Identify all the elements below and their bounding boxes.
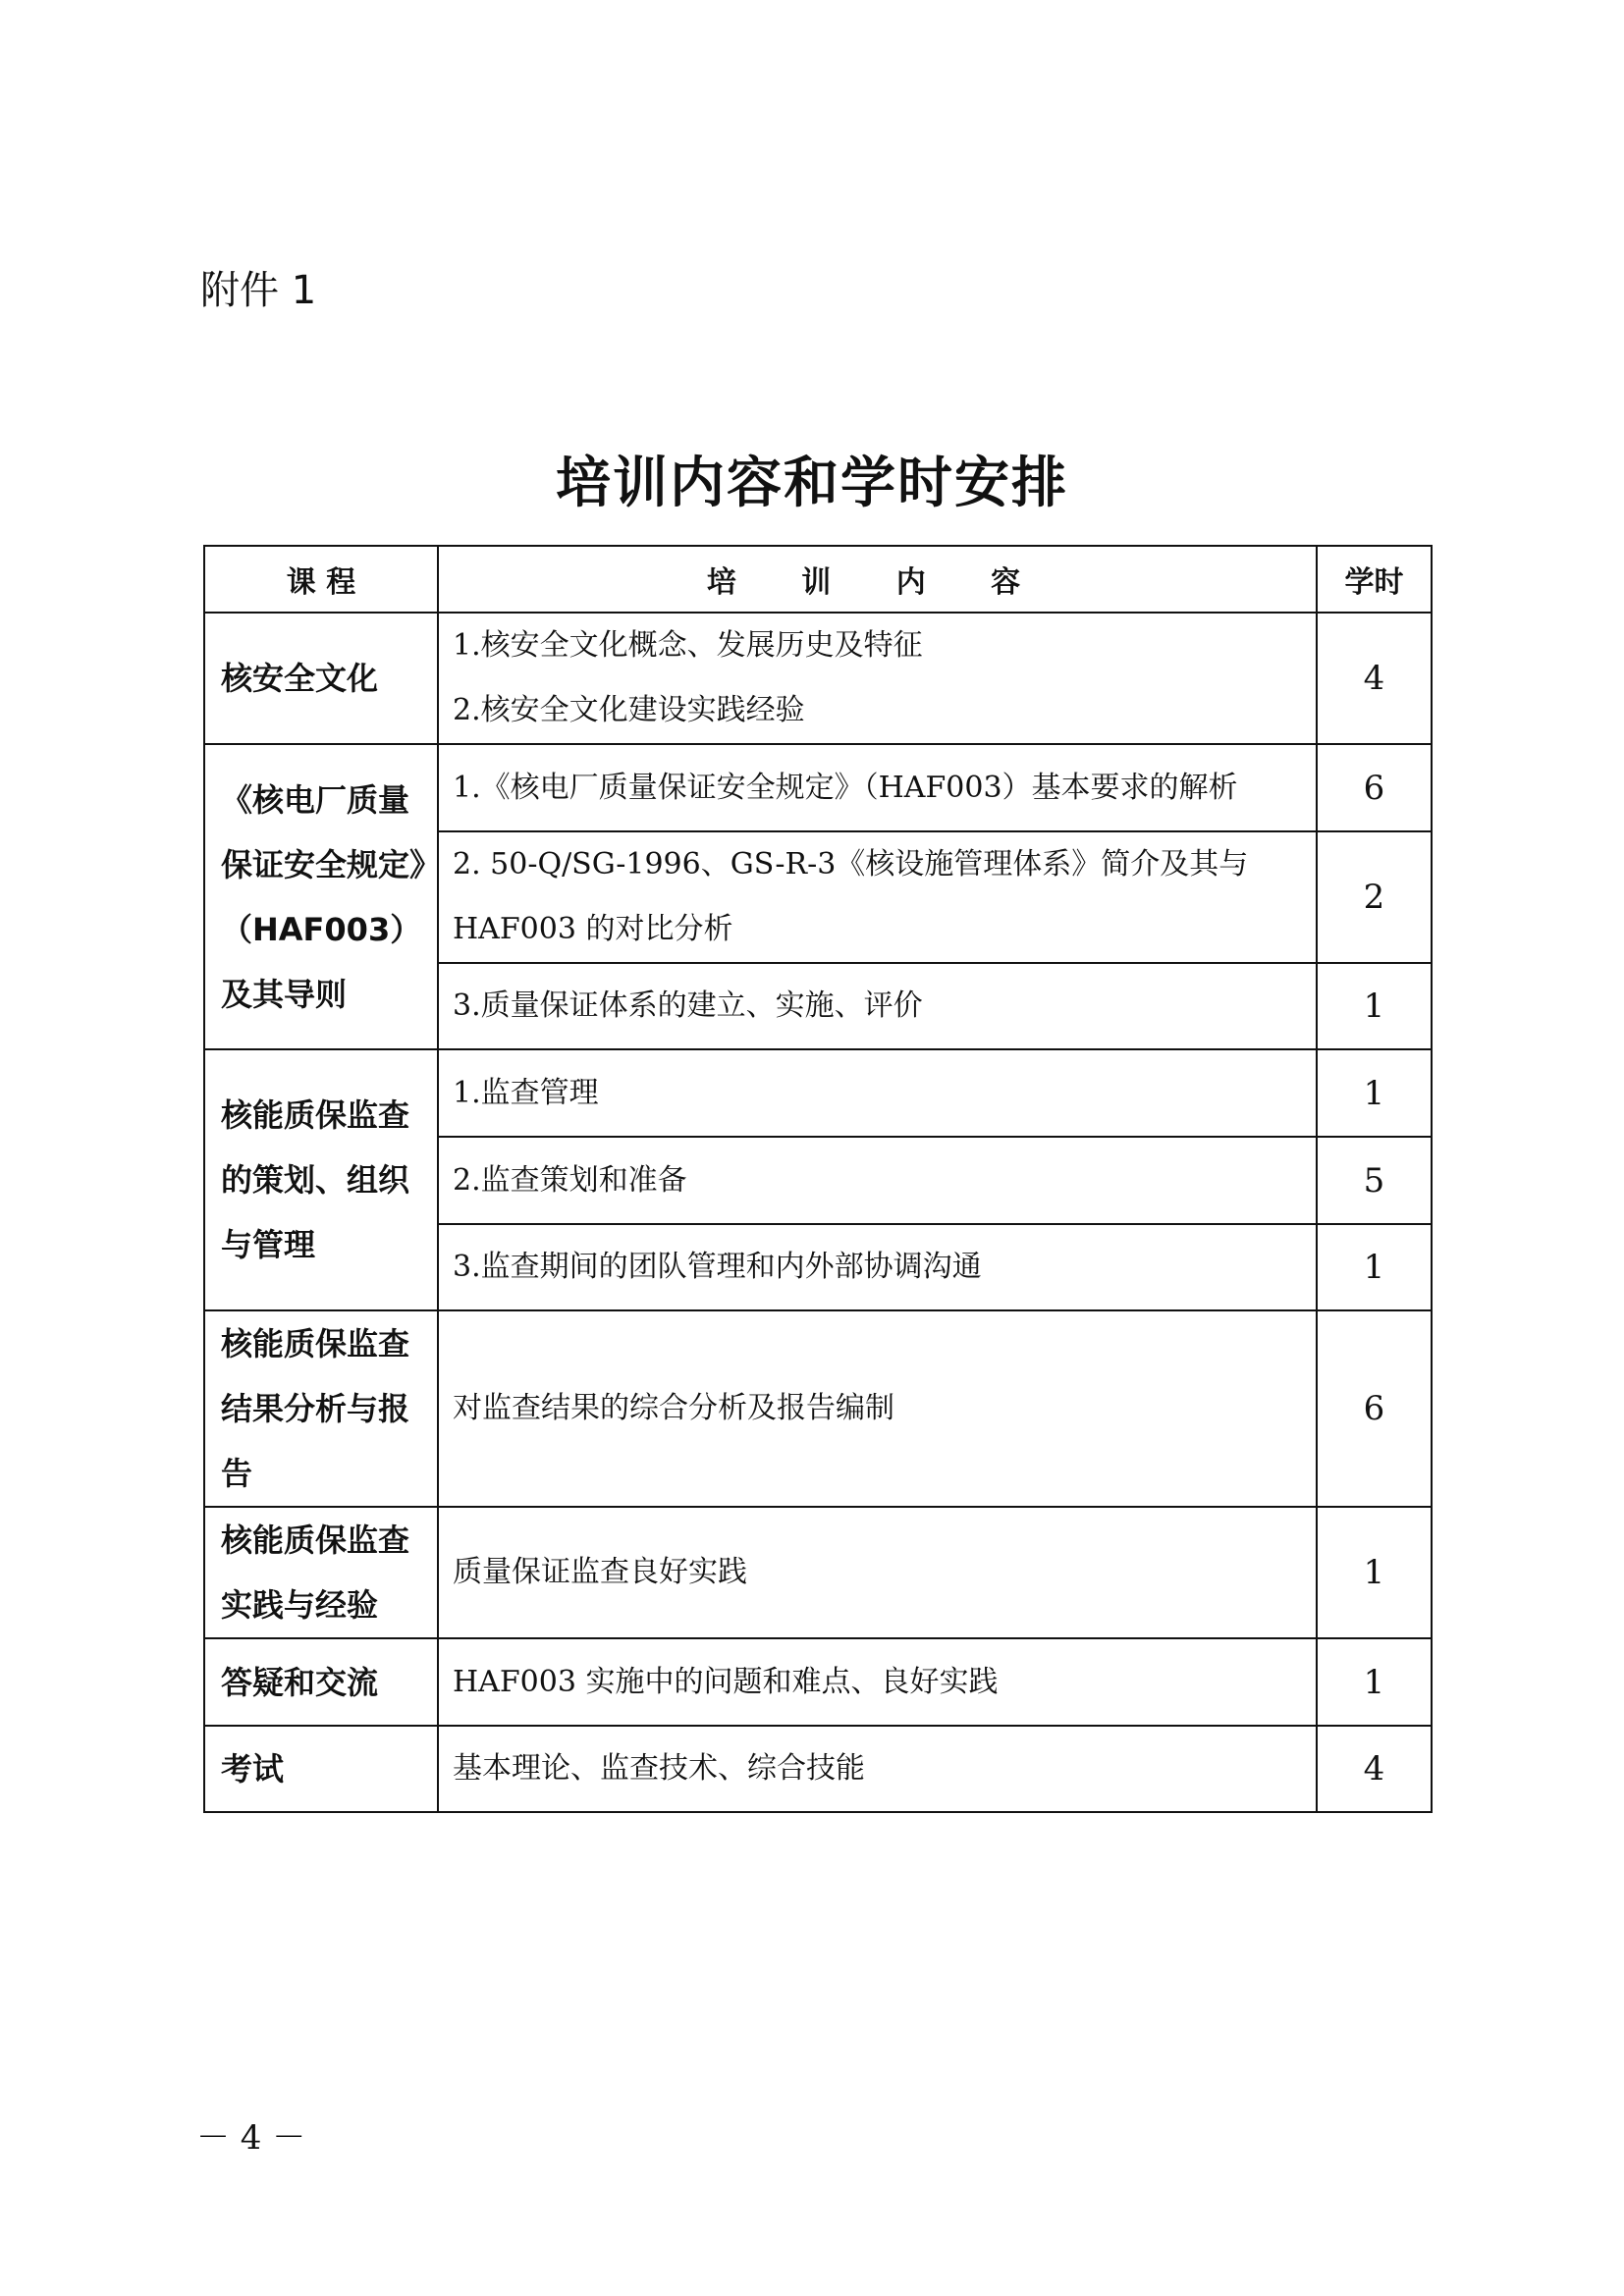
content-cell: 对监查结果的综合分析及报告编制 — [438, 1310, 1317, 1507]
course-cell: 《核电厂质量保证安全规定》（HAF003）及其导则 — [204, 744, 438, 1049]
content-cell: 基本理论、监查技术、综合技能 — [438, 1726, 1317, 1812]
content-cell: 1.《核电厂质量保证安全规定》（HAF003）基本要求的解析 — [438, 744, 1317, 831]
page-title: 培训内容和学时安排 — [556, 451, 1068, 515]
hours-cell: 4 — [1317, 1726, 1432, 1812]
hours-cell: 4 — [1317, 613, 1432, 744]
content-cell: 3.质量保证体系的建立、实施、评价 — [438, 963, 1317, 1049]
content-cell: 3.监查期间的团队管理和内外部协调沟通 — [438, 1224, 1317, 1310]
table-row — [204, 1638, 1432, 1726]
table-row — [204, 1049, 1432, 1137]
header-hours: 学时 — [1317, 546, 1432, 613]
hours-cell: 1 — [1317, 1507, 1432, 1638]
training-schedule-table — [203, 545, 1433, 1813]
course-cell: 核能质保监查结果分析与报告 — [204, 1310, 438, 1507]
content-cell: HAF003 实施中的问题和难点、良好实践 — [438, 1638, 1317, 1726]
hours-cell: 5 — [1317, 1137, 1432, 1224]
hours-cell: 6 — [1317, 1310, 1432, 1507]
content-cell: 1.监查管理 — [438, 1049, 1317, 1137]
hours-cell: 1 — [1317, 1049, 1432, 1137]
hours-cell: 2 — [1317, 831, 1432, 963]
header-content-text: 培 训 内 容 — [706, 565, 1049, 600]
hours-cell: 1 — [1317, 963, 1432, 1049]
content-cell: 1.核安全文化概念、发展历史及特征 2.核安全文化建设实践经验 — [438, 613, 1317, 744]
table-row — [204, 613, 1432, 744]
course-cell: 核能质保监查的策划、组织与管理 — [204, 1049, 438, 1310]
content-cell: 2. 50-Q/SG-1996、GS-R-3《核设施管理体系》简介及其与HAF003 的对比分析 — [438, 831, 1317, 963]
table-row — [204, 1310, 1432, 1507]
course-cell: 核能质保监查实践与经验 — [204, 1507, 438, 1638]
header-content — [438, 546, 1317, 613]
header-course: 课 程 — [204, 546, 438, 613]
course-cell: 考试 — [204, 1726, 438, 1812]
table-row — [204, 744, 1432, 831]
page-number: － 4 － — [196, 2118, 306, 2158]
table-header-row — [204, 546, 1432, 613]
hours-cell: 1 — [1317, 1224, 1432, 1310]
course-cell: 答疑和交流 — [204, 1638, 438, 1726]
content-cell: 质量保证监查良好实践 — [438, 1507, 1317, 1638]
table-row — [204, 1507, 1432, 1638]
course-cell: 核安全文化 — [204, 613, 438, 744]
table-row — [204, 1726, 1432, 1812]
hours-cell: 1 — [1317, 1638, 1432, 1726]
content-cell: 2.监查策划和准备 — [438, 1137, 1317, 1224]
hours-cell: 6 — [1317, 744, 1432, 831]
attachment-label: 附件 1 — [200, 268, 317, 313]
